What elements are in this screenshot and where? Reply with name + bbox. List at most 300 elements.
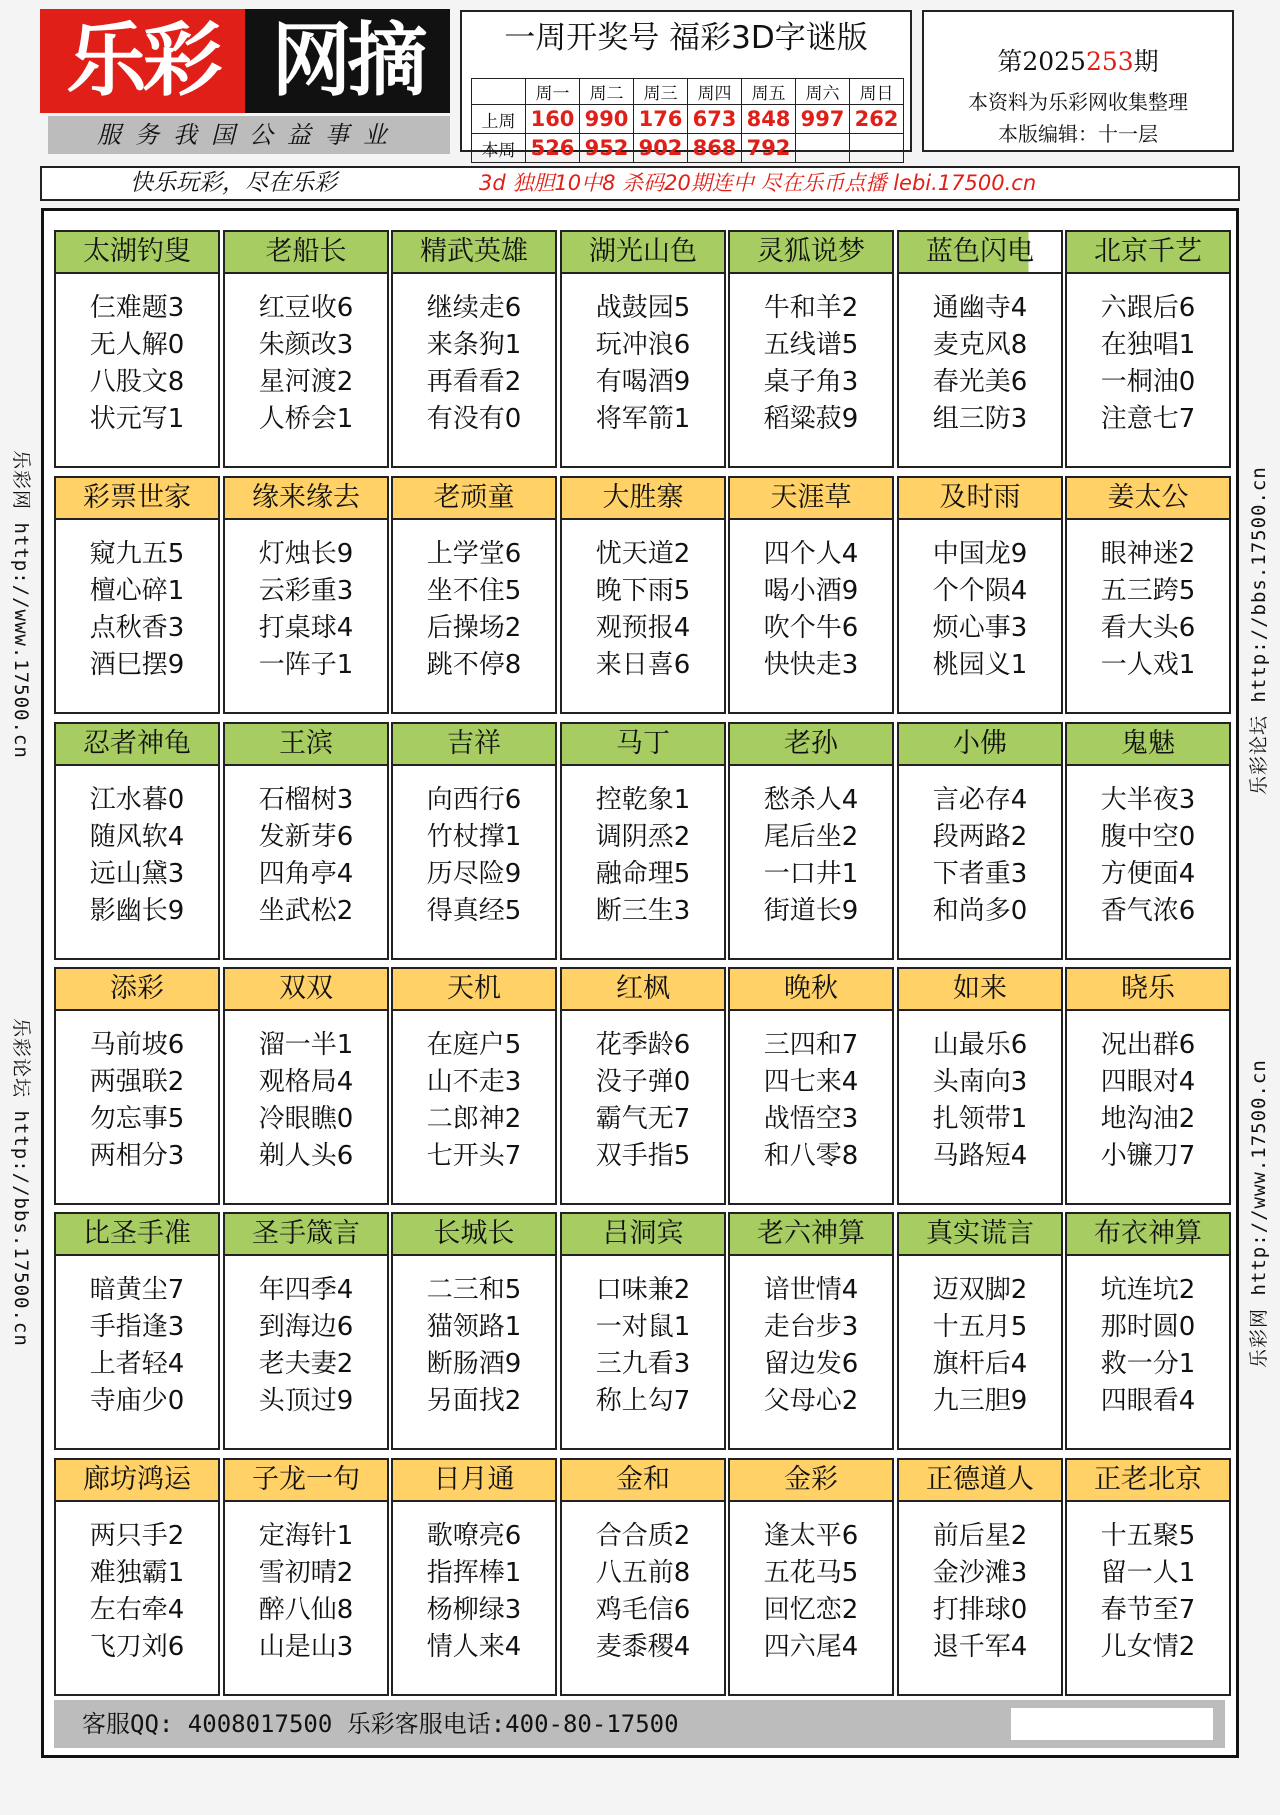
weekly-draw-title: 一周开奖号 福彩3D字谜版 <box>504 20 868 56</box>
card-riddle-lines <box>562 1011 724 1175</box>
riddle-line: 继续走6 <box>426 293 522 323</box>
riddle-line: 眼神迷2 <box>1100 539 1196 569</box>
draw-number: 868 <box>688 134 742 163</box>
riddle-line: 四眼看4 <box>1100 1386 1196 1416</box>
riddle-line: 坐不住5 <box>426 576 522 606</box>
riddle-line: 后操场2 <box>426 613 522 643</box>
riddle-line: 再看看2 <box>426 367 522 397</box>
card-author-name: 红枫 <box>562 969 724 1011</box>
riddle-line: 留边发6 <box>763 1349 859 1379</box>
riddle-line: 八五前8 <box>595 1558 691 1588</box>
riddle-line: 组三防3 <box>932 404 1028 434</box>
card-riddle-lines <box>393 1502 555 1666</box>
draw-number: 952 <box>580 134 634 163</box>
riddle-line: 五花马5 <box>763 1558 859 1588</box>
card-author-name: 灵狐说梦 <box>730 232 892 274</box>
riddle-card <box>897 476 1063 714</box>
riddle-card <box>897 967 1063 1205</box>
riddle-line: 左右牵4 <box>89 1595 185 1625</box>
card-author-name: 晚秋 <box>730 969 892 1011</box>
riddle-line: 桃园义1 <box>932 650 1028 680</box>
riddle-line: 老夫妻2 <box>258 1349 354 1379</box>
card-riddle-lines <box>56 1256 218 1420</box>
card-riddle-lines <box>562 1256 724 1420</box>
riddle-line: 春光美6 <box>932 367 1028 397</box>
card-author-name: 正德道人 <box>899 1460 1061 1502</box>
riddle-line: 坐武松2 <box>258 896 354 926</box>
riddle-line: 五线谱5 <box>763 330 859 360</box>
card-author-name: 精武英雄 <box>393 232 555 274</box>
riddle-line: 控乾象1 <box>595 785 691 815</box>
riddle-card <box>1065 476 1231 714</box>
card-riddle-lines <box>899 766 1061 930</box>
riddle-line: 方便面4 <box>1100 859 1196 889</box>
riddle-line: 十五聚5 <box>1100 1521 1196 1551</box>
side-link-right-bottom[interactable]: 乐彩网 http://www.17500.cn <box>1248 1059 1270 1368</box>
card-riddle-lines <box>225 274 387 438</box>
riddle-line: 上者轻4 <box>89 1349 185 1379</box>
riddle-line: 歌嘹亮6 <box>426 1521 522 1551</box>
riddle-line: 醉八仙8 <box>258 1595 354 1625</box>
promo-banner <box>40 166 1240 201</box>
card-riddle-lines <box>1067 274 1229 438</box>
riddle-line: 腹中空0 <box>1100 822 1196 852</box>
card-riddle-lines <box>1067 520 1229 684</box>
issue-box <box>922 10 1234 152</box>
riddle-line: 大半夜3 <box>1100 785 1196 815</box>
riddle-line: 十五月5 <box>932 1312 1028 1342</box>
riddle-line: 观格局4 <box>258 1067 354 1097</box>
riddle-line: 马前坡6 <box>89 1030 185 1060</box>
riddle-line: 尾后坐2 <box>763 822 859 852</box>
riddle-line: 麦克风8 <box>932 330 1028 360</box>
riddle-line: 二郎神2 <box>426 1104 522 1134</box>
riddle-line: 有没有0 <box>426 404 522 434</box>
riddle-card <box>560 722 726 960</box>
riddle-line: 断肠酒9 <box>426 1349 522 1379</box>
card-author-name: 彩票世家 <box>56 478 218 520</box>
day-header: 周日 <box>850 79 904 105</box>
card-author-name: 比圣手准 <box>56 1214 218 1256</box>
riddle-line: 观预报4 <box>595 613 691 643</box>
draw-number: 902 <box>634 134 688 163</box>
riddle-line: 口味兼2 <box>595 1275 691 1305</box>
riddle-line: 逢太平6 <box>763 1521 859 1551</box>
riddle-card <box>223 1212 389 1450</box>
riddle-line: 战鼓园5 <box>595 293 691 323</box>
riddle-card <box>897 230 1063 468</box>
banner-promo-link[interactable]: 3d 独胆10中8 杀码20期连中 尽在乐币点播 lebi.17500.cn <box>479 171 1037 195</box>
riddle-line: 无人解0 <box>89 330 185 360</box>
riddle-line: 山是山3 <box>258 1632 354 1662</box>
draw-number <box>796 134 850 163</box>
riddle-line: 指挥棒1 <box>426 1558 522 1588</box>
riddle-line: 退千军4 <box>932 1632 1028 1662</box>
riddle-card <box>728 1212 894 1450</box>
riddle-line: 走台步3 <box>763 1312 859 1342</box>
draw-number: 848 <box>742 105 796 134</box>
card-author-name: 老孙 <box>730 724 892 766</box>
riddle-line: 飞刀刘6 <box>89 1632 185 1662</box>
card-riddle-lines <box>393 1256 555 1420</box>
draw-number <box>850 134 904 163</box>
card-author-name: 王滨 <box>225 724 387 766</box>
card-author-name: 蓝色闪电 <box>899 232 1061 274</box>
riddle-line: 溜一半1 <box>258 1030 354 1060</box>
riddle-line: 段两路2 <box>932 822 1028 852</box>
card-riddle-lines <box>1067 1011 1229 1175</box>
footer-bar <box>54 1700 1225 1748</box>
card-author-name: 天涯草 <box>730 478 892 520</box>
card-riddle-lines <box>56 274 218 438</box>
card-author-name: 吉祥 <box>393 724 555 766</box>
riddle-card <box>391 1212 557 1450</box>
riddle-line: 来日喜6 <box>595 650 691 680</box>
riddle-line: 有喝酒9 <box>595 367 691 397</box>
card-author-name: 马丁 <box>562 724 724 766</box>
card-riddle-lines <box>393 274 555 438</box>
riddle-card <box>560 967 726 1205</box>
riddle-line: 一对鼠1 <box>595 1312 691 1342</box>
riddle-line: 愁杀人4 <box>763 785 859 815</box>
riddle-line: 窥九五5 <box>89 539 185 569</box>
riddle-line: 儿女情2 <box>1100 1632 1196 1662</box>
riddle-card <box>223 476 389 714</box>
riddle-line: 通幽寺4 <box>932 293 1028 323</box>
riddle-line: 江水暮0 <box>89 785 185 815</box>
riddle-line: 雪初晴2 <box>258 1558 354 1588</box>
riddle-card <box>391 967 557 1205</box>
riddle-card <box>560 230 726 468</box>
riddle-line: 麦黍稷4 <box>595 1632 691 1662</box>
card-author-name: 日月通 <box>393 1460 555 1502</box>
card-riddle-lines <box>1067 1256 1229 1420</box>
card-author-name: 添彩 <box>56 969 218 1011</box>
riddle-line: 头南向3 <box>932 1067 1028 1097</box>
card-riddle-lines <box>899 520 1061 684</box>
card-riddle-lines <box>562 520 724 684</box>
riddle-card <box>1065 967 1231 1205</box>
riddle-line: 那时圆0 <box>1100 1312 1196 1342</box>
riddle-line: 猫领路1 <box>426 1312 522 1342</box>
riddle-line: 九三胆9 <box>932 1386 1028 1416</box>
riddle-line: 言必存4 <box>932 785 1028 815</box>
riddle-line: 鸡毛信6 <box>595 1595 691 1625</box>
riddle-line: 金沙滩3 <box>932 1558 1028 1588</box>
card-riddle-lines <box>730 1502 892 1666</box>
riddle-line: 三九看3 <box>595 1349 691 1379</box>
riddle-line: 杨柳绿3 <box>426 1595 522 1625</box>
riddle-line: 玩冲浪6 <box>595 330 691 360</box>
riddle-line: 仨难题3 <box>89 293 185 323</box>
riddle-line: 迈双脚2 <box>932 1275 1028 1305</box>
card-author-name: 长城长 <box>393 1214 555 1256</box>
draw-number: 176 <box>634 105 688 134</box>
riddle-line: 远山黛3 <box>89 859 185 889</box>
riddle-line: 定海针1 <box>258 1521 354 1551</box>
riddle-line: 云彩重3 <box>258 576 354 606</box>
this-week-label: 本周 <box>472 134 526 163</box>
banner-slogan: 快乐玩彩，尽在乐彩 <box>130 170 337 196</box>
weekly-draw-table <box>471 78 904 163</box>
card-riddle-lines <box>56 766 218 930</box>
riddle-card <box>54 230 220 468</box>
riddle-line: 忧天道2 <box>595 539 691 569</box>
riddle-line: 人桥会1 <box>258 404 354 434</box>
riddle-line: 四角亭4 <box>258 859 354 889</box>
riddle-line: 留一人1 <box>1100 1558 1196 1588</box>
riddle-line: 回忆恋2 <box>763 1595 859 1625</box>
riddle-line: 两只手2 <box>89 1521 185 1551</box>
riddle-line: 红豆收6 <box>258 293 354 323</box>
card-riddle-lines <box>1067 1502 1229 1666</box>
riddle-line: 前后星2 <box>932 1521 1028 1551</box>
riddle-line: 看大头6 <box>1100 613 1196 643</box>
riddle-line: 中国龙9 <box>932 539 1028 569</box>
riddle-card <box>391 476 557 714</box>
draw-number: 526 <box>526 134 580 163</box>
card-author-name: 大胜寨 <box>562 478 724 520</box>
card-author-name: 太湖钓叟 <box>56 232 218 274</box>
riddle-card <box>1065 722 1231 960</box>
riddle-line: 上学堂6 <box>426 539 522 569</box>
card-author-name: 金彩 <box>730 1460 892 1502</box>
riddle-line: 和八零8 <box>763 1141 859 1171</box>
riddle-line: 向西行6 <box>426 785 522 815</box>
side-link-left-top[interactable]: 乐彩网 http://www.17500.cn <box>10 450 32 759</box>
riddle-line: 跳不停8 <box>426 650 522 680</box>
riddle-line: 四个人4 <box>763 539 859 569</box>
card-riddle-lines <box>730 1011 892 1175</box>
card-author-name: 圣手箴言 <box>225 1214 387 1256</box>
riddle-line: 香气浓6 <box>1100 896 1196 926</box>
riddle-line: 三四和7 <box>763 1030 859 1060</box>
riddle-line: 旗杆后4 <box>932 1349 1028 1379</box>
issue-editor: 本版编辑：十一层 <box>998 122 1158 146</box>
day-header: 周五 <box>742 79 796 105</box>
issue-note: 本资料为乐彩网收集整理 <box>968 90 1188 114</box>
riddle-line: 石榴树3 <box>258 785 354 815</box>
riddle-line: 吹个牛6 <box>763 613 859 643</box>
riddle-line: 灯烛长9 <box>258 539 354 569</box>
day-header: 周六 <box>796 79 850 105</box>
riddle-card <box>223 1458 389 1696</box>
riddle-line: 下者重3 <box>932 859 1028 889</box>
riddle-line: 称上勾7 <box>595 1386 691 1416</box>
riddle-line: 调阴烝2 <box>595 822 691 852</box>
riddle-line: 勿忘事5 <box>89 1104 185 1134</box>
riddle-line: 发新芽6 <box>258 822 354 852</box>
card-author-name: 子龙一句 <box>225 1460 387 1502</box>
riddle-card <box>54 722 220 960</box>
day-header: 周三 <box>634 79 688 105</box>
slogan: 服务我国公益事业 <box>48 116 450 154</box>
riddle-line: 来条狗1 <box>426 330 522 360</box>
riddle-line: 一阵子1 <box>258 650 354 680</box>
side-link-left-bottom[interactable]: 乐彩论坛 http://bbs.17500.cn <box>10 1018 32 1347</box>
draw-number: 792 <box>742 134 796 163</box>
riddle-line: 山最乐6 <box>932 1030 1028 1060</box>
card-riddle-lines <box>899 1502 1061 1666</box>
card-riddle-lines <box>56 520 218 684</box>
riddle-card <box>54 1458 220 1696</box>
card-riddle-lines <box>225 520 387 684</box>
last-week-label: 上周 <box>472 105 526 134</box>
riddle-card <box>223 722 389 960</box>
card-riddle-lines <box>225 766 387 930</box>
riddle-card <box>897 722 1063 960</box>
card-author-name: 真实谎言 <box>899 1214 1061 1256</box>
day-header: 周一 <box>526 79 580 105</box>
riddle-card <box>560 476 726 714</box>
riddle-line: 烦心事3 <box>932 613 1028 643</box>
riddle-line: 马路短4 <box>932 1141 1028 1171</box>
riddle-line: 四七来4 <box>763 1067 859 1097</box>
weekly-draw-box <box>460 10 912 161</box>
card-author-name: 老六神算 <box>730 1214 892 1256</box>
riddle-line: 手指逢3 <box>89 1312 185 1342</box>
riddle-line: 年四季4 <box>258 1275 354 1305</box>
riddle-line: 个个陨4 <box>932 576 1028 606</box>
riddle-line: 竹杖撑1 <box>426 822 522 852</box>
riddle-line: 街道长9 <box>763 896 859 926</box>
riddle-line: 头顶过9 <box>258 1386 354 1416</box>
riddle-line: 坑连坑2 <box>1100 1275 1196 1305</box>
riddle-line: 况出群6 <box>1100 1030 1196 1060</box>
card-riddle-lines <box>393 520 555 684</box>
card-author-name: 缘来缘去 <box>225 478 387 520</box>
card-author-name: 晓乐 <box>1067 969 1229 1011</box>
card-riddle-lines <box>225 1011 387 1175</box>
riddle-line: 一口井1 <box>763 859 859 889</box>
issue-number: 第2025253期 <box>997 47 1159 76</box>
card-author-name: 北京千艺 <box>1067 232 1229 274</box>
riddle-card <box>728 1458 894 1696</box>
draw-number: 673 <box>688 105 742 134</box>
riddle-line: 山不走3 <box>426 1067 522 1097</box>
riddle-line: 牛和羊2 <box>763 293 859 323</box>
riddle-line: 另面找2 <box>426 1386 522 1416</box>
riddle-line: 小镰刀7 <box>1100 1141 1196 1171</box>
riddle-card <box>560 1212 726 1450</box>
draw-number: 990 <box>580 105 634 134</box>
riddle-line: 注意七7 <box>1100 404 1196 434</box>
logo-lecai: 乐彩 <box>40 9 245 113</box>
riddle-line: 地沟油2 <box>1100 1104 1196 1134</box>
riddle-line: 影幽长9 <box>89 896 185 926</box>
riddle-line: 冷眼瞧0 <box>258 1104 354 1134</box>
riddle-line: 朱颜改3 <box>258 330 354 360</box>
riddle-card <box>391 1458 557 1696</box>
card-riddle-lines <box>899 274 1061 438</box>
riddle-line: 一人戏1 <box>1100 650 1196 680</box>
riddle-line: 到海边6 <box>258 1312 354 1342</box>
draw-number: 160 <box>526 105 580 134</box>
riddle-line: 两相分3 <box>89 1141 185 1171</box>
riddle-line: 情人来4 <box>426 1632 522 1662</box>
draw-number: 997 <box>796 105 850 134</box>
riddle-line: 桌子角3 <box>763 367 859 397</box>
card-riddle-lines <box>562 1502 724 1666</box>
riddle-line: 将军箭1 <box>595 404 691 434</box>
riddle-card <box>728 230 894 468</box>
riddle-line: 打排球0 <box>932 1595 1028 1625</box>
riddle-line: 救一分1 <box>1100 1349 1196 1379</box>
riddle-line: 状元写1 <box>89 404 185 434</box>
riddle-line: 难独霸1 <box>89 1558 185 1588</box>
riddle-card <box>728 967 894 1205</box>
footer-blank-box <box>1011 1708 1213 1740</box>
riddle-card <box>728 722 894 960</box>
card-author-name: 天机 <box>393 969 555 1011</box>
riddle-card <box>1065 1212 1231 1450</box>
riddle-line: 战悟空3 <box>763 1104 859 1134</box>
riddle-card <box>391 722 557 960</box>
card-author-name: 吕洞宾 <box>562 1214 724 1256</box>
riddle-line: 七开头7 <box>426 1141 522 1171</box>
logo-wangzhai: 网摘 <box>245 9 450 113</box>
card-author-name: 双双 <box>225 969 387 1011</box>
card-riddle-lines <box>56 1502 218 1666</box>
riddle-line: 快快走3 <box>763 650 859 680</box>
side-link-right-top[interactable]: 乐彩论坛 http://bbs.17500.cn <box>1248 466 1270 795</box>
card-riddle-lines <box>730 274 892 438</box>
day-header: 周四 <box>688 79 742 105</box>
riddle-line: 暗黄尘7 <box>89 1275 185 1305</box>
riddle-line: 晚下雨5 <box>595 576 691 606</box>
card-riddle-lines <box>899 1256 1061 1420</box>
card-author-name: 忍者神龟 <box>56 724 218 766</box>
riddle-line: 霸气无7 <box>595 1104 691 1134</box>
riddle-line: 八股文8 <box>89 367 185 397</box>
card-riddle-lines <box>393 766 555 930</box>
customer-service-info: 客服QQ: 4008017500 乐彩客服电话:400-80-17500 <box>82 1710 679 1738</box>
card-author-name: 姜太公 <box>1067 478 1229 520</box>
card-author-name: 老顽童 <box>393 478 555 520</box>
riddle-card <box>54 967 220 1205</box>
riddle-line: 剃人头6 <box>258 1141 354 1171</box>
riddle-card <box>897 1458 1063 1696</box>
riddle-line: 打桌球4 <box>258 613 354 643</box>
card-author-name: 正老北京 <box>1067 1460 1229 1502</box>
riddle-line: 随风软4 <box>89 822 185 852</box>
riddle-line: 喝小酒9 <box>763 576 859 606</box>
riddle-line: 谙世情4 <box>763 1275 859 1305</box>
card-author-name: 小佛 <box>899 724 1061 766</box>
card-author-name: 老船长 <box>225 232 387 274</box>
card-riddle-lines <box>562 274 724 438</box>
riddle-line: 没子弹0 <box>595 1067 691 1097</box>
riddle-line: 稻粱菽9 <box>763 404 859 434</box>
riddle-card <box>728 476 894 714</box>
card-author-name: 布衣神算 <box>1067 1214 1229 1256</box>
riddle-line: 春节至7 <box>1100 1595 1196 1625</box>
riddle-card <box>1065 230 1231 468</box>
riddle-card <box>54 476 220 714</box>
card-riddle-lines <box>225 1502 387 1666</box>
riddle-line: 四六尾4 <box>763 1632 859 1662</box>
riddle-card <box>223 230 389 468</box>
riddle-line: 合合质2 <box>595 1521 691 1551</box>
riddle-line: 四眼对4 <box>1100 1067 1196 1097</box>
riddle-line: 酒巳摆9 <box>89 650 185 680</box>
card-riddle-lines <box>730 520 892 684</box>
card-author-name: 廊坊鸿运 <box>56 1460 218 1502</box>
riddle-line: 在庭户5 <box>426 1030 522 1060</box>
day-header: 周二 <box>580 79 634 105</box>
card-author-name: 湖光山色 <box>562 232 724 274</box>
card-author-name: 如来 <box>899 969 1061 1011</box>
